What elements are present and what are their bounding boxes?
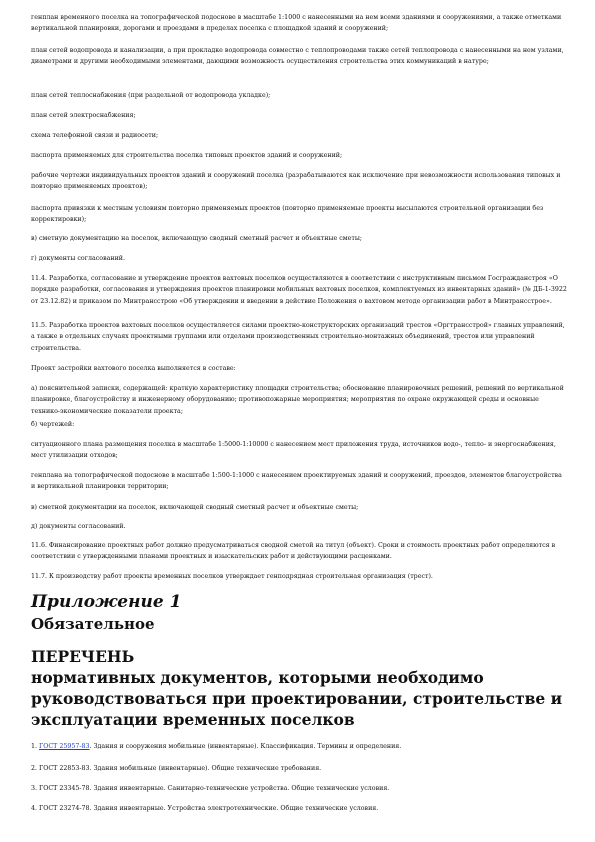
reference-code: ГОСТ 23345-78 <box>39 785 90 792</box>
reference-item <box>31 803 567 814</box>
paragraph-approvals-2: д) документы согласований. <box>31 523 126 530</box>
paragraph-phone-radio: схема телефонной связи и радиосети; <box>31 132 159 139</box>
paragraph-11-7: 11.7. К производству работ проекты временных поселков утверждает генподрядная строительная организация (трест). <box>31 573 433 580</box>
reference-text: . Здания инвентарные. Санитарно-технические устройства. Общие технические условия. <box>89 785 390 792</box>
reference-code: ГОСТ 23274-78 <box>39 805 90 812</box>
paragraph-genplan: генплан временного поселка на топографической подоснове в масштабе 1:1000 с нанесенными на нем всеми зданиями и сооружениями, а также отметками вертикальной планировки, дорогами и проездами в пределах поселка с площадкой зданий и сооружений; <box>31 14 562 33</box>
appendix-title: Приложение 1 <box>31 592 182 612</box>
paragraph-explanatory-note: а) пояснительной записки, содержащей: краткую характеристику площадки строительства; обоснование планировочных решений, решений по вертикальной планировке, благоустройству и инженерному оборудованию; противопожарные мероприятия; мероприятия по охране окружающей среды и основные технико-экономические показатели проекта; <box>31 385 564 415</box>
paragraph-working-drawings: рабочие чертежи индивидуальных проектов зданий и сооружений поселка (разрабатываются как исключение при невозможности использования типовых и повторно применяемых проектов); <box>31 172 561 191</box>
reference-text: . Здания инвентарные. Устройства электротехнические. Общие технические условия. <box>89 805 379 812</box>
list-heading-line-4: эксплуатации временных поселков <box>31 710 355 729</box>
list-heading-line-3: руководствоваться при проектировании, строительстве и <box>31 689 563 708</box>
reference-number: 3. <box>31 785 38 792</box>
paragraph-estimate-docs-2: в) сметной документации на поселок, включающей сводный сметный расчет и объектные сметы; <box>31 504 359 511</box>
reference-item <box>31 783 567 794</box>
paragraph-estimate-docs: в) сметную документацию на поселок, включающую сводный сметный расчет и объектные сметы; <box>31 235 362 242</box>
reference-link[interactable]: ГОСТ 25957-83 <box>39 743 90 750</box>
reference-number: 2. <box>31 765 38 772</box>
paragraph-11-4: 11.4. Разработка, согласование и утверждение проектов вахтовых поселков осуществляются в соответствии с инструктивным письмом Госгражданстроя «О порядке разработки, согласования и утверждения проектов планировки мобильных вахтовых поселков, комплектуемых из инвентарных зданий» (№ ДБ-1-3922 от 23.12.82) и приказом по Минтрансстрою «Об утверждении и введении в действие Положения о вахтовом методе организации работ в Минтрансстрое». <box>31 275 567 305</box>
paragraph-11-6: 11.6. Финансирование проектных работ должно предусматриваться сводной сметой на титул (объект). Сроки и стоимость проектных работ определяются в соответствии с утвержденными планами проектных и изыскательских работ и действующими расценками. <box>31 542 556 561</box>
reference-item <box>31 763 567 774</box>
paragraph-11-5: 11.5. Разработка проектов вахтовых поселков осуществляется силами проектно-конструкторских организаций трестов «Оргтрансстрой» главных управлений, а также в отдельных случаях проектными группами или отделами производственных строительно-монтажных объединений, трестов или управлений строительства. <box>31 322 565 352</box>
reference-number: 4. <box>31 805 38 812</box>
paragraph-project-composition: Проект застройки вахтового поселка выполняется в составе: <box>31 365 236 372</box>
paragraph-approvals: г) документы согласований. <box>31 255 125 262</box>
paragraph-water-sewer-plan: план сетей водопровода и канализации, а при прокладке водопровода совместно с теплопроводами также сетей теплопровода с нанесенными на нем узлами, диаметрами и другими необходимыми элементами, дающими возможность осуществления строительства этих коммуникаций в натуре; <box>31 47 564 66</box>
list-heading-line-1: ПЕРЕЧЕНЬ <box>31 647 135 666</box>
paragraph-situation-plan: ситуационного плана размещения поселка в масштабе 1:5000-1:10000 с нанесением мест приложения труда, источников водо-, тепло- и энергоснабжения, мест утилизации отходов; <box>31 441 556 460</box>
paragraph-typical-passports: паспорта применяемых для строительства поселка типовых проектов зданий и сооружений; <box>31 152 343 159</box>
reference-number: 1. <box>31 743 38 750</box>
appendix-subtitle: Обязательное <box>31 615 155 633</box>
paragraph-binding-passports: паспорта привязки к местным условиям повторно применяемых проектов (повторно применяемые проекты высылаются строительной организации без корректировки); <box>31 205 544 224</box>
reference-text: . Здания и сооружения мобильные (инвентарные). Классификация. Термины и определения. <box>89 743 402 750</box>
paragraph-topo-genplan: генплана на топографической подоснове в масштабе 1:500-1:1000 с нанесением проектируемых зданий и сооружений, проездов, элементов благоустройства и вертикальной планировки территории; <box>31 472 562 491</box>
reference-code: ГОСТ 22853-83 <box>39 765 90 772</box>
reference-item <box>31 741 567 752</box>
paragraph-heat-plan: план сетей теплоснабжения (при раздельной от водопровода укладке); <box>31 92 271 99</box>
paragraph-power-plan: план сетей электроснабжения; <box>31 112 136 119</box>
reference-text: . Здания мобильные (инвентарные). Общие технические требования. <box>89 765 322 772</box>
paragraph-drawings: б) чертежей: <box>31 421 75 428</box>
list-heading-line-2: нормативных документов, которыми необходимо <box>31 668 484 687</box>
